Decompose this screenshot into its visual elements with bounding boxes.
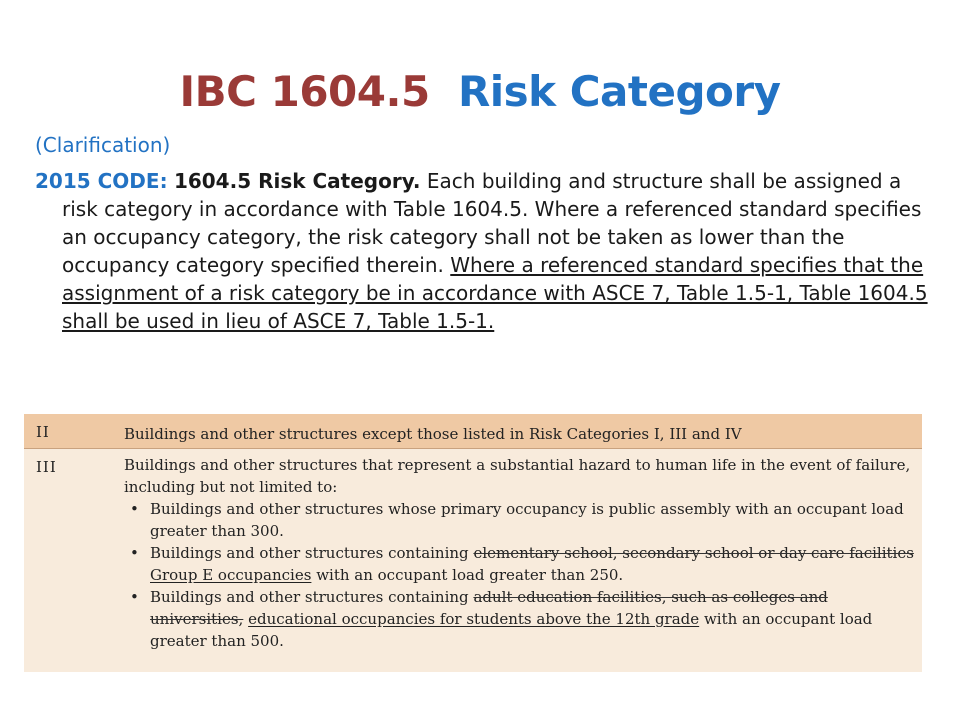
code-label: 2015 CODE: xyxy=(35,169,168,193)
criteria-suffix: with an occupant load greater than 250. xyxy=(316,566,624,584)
criteria-text: Buildings and other structures whose primary occupancy is public assembly with an occupant load greater than 300. xyxy=(150,500,904,540)
inserted-text: educational occupancies for students above the 12th grade xyxy=(248,610,700,628)
risk-category-number: III xyxy=(36,458,57,476)
criteria-list xyxy=(124,498,914,652)
risk-category-number: II xyxy=(36,423,50,441)
clarification-note: (Clarification) xyxy=(35,133,171,157)
risk-category-table xyxy=(24,414,922,672)
risk-category-description: Buildings and other structures except those listed in Risk Categories I, III and IV xyxy=(124,425,742,443)
list-item xyxy=(124,498,914,542)
bullet-icon: • xyxy=(130,588,139,606)
paragraph-added-text: Where a referenced standard specifies that the assignment of a risk category be in accordance with ASCE 7, Table 1.5-1, Table 1604.5 shall be used in lieu of ASCE 7, Table 1.5-1. xyxy=(62,253,928,333)
risk-category-description-block xyxy=(124,454,914,652)
deleted-text: elementary school, secondary school or day care facilities xyxy=(473,544,914,562)
list-item xyxy=(124,586,914,652)
table-row xyxy=(24,449,922,672)
deleted-text: adult education facilities, such as colleges and universities, xyxy=(150,588,828,628)
bullet-icon: • xyxy=(130,500,139,518)
criteria-prefix: Buildings and other structures containing xyxy=(150,588,469,606)
risk-category-description: Buildings and other structures that represent a substantial hazard to human life in the event of failure, including but not limited to: xyxy=(124,456,911,496)
paragraph-body: Each building and structure shall be assigned a risk category in accordance with Table 1604.5. Where a referenced standard specifies an occupancy category, the risk category shall not be taken as lower than the occupancy category specified therein. xyxy=(62,169,922,277)
slide-title xyxy=(0,66,960,118)
inserted-text: Group E occupancies xyxy=(150,566,312,584)
title-code: IBC 1604.5 xyxy=(179,67,430,116)
section-heading: 1604.5 Risk Category. xyxy=(173,169,421,193)
criteria-suffix: with an occupant load greater than 500. xyxy=(150,610,873,650)
bullet-icon: • xyxy=(130,544,139,562)
title-name: Risk Category xyxy=(457,67,781,116)
code-paragraph xyxy=(35,167,933,335)
table-row xyxy=(24,414,922,449)
list-item xyxy=(124,542,914,586)
criteria-prefix: Buildings and other structures containing xyxy=(150,544,469,562)
